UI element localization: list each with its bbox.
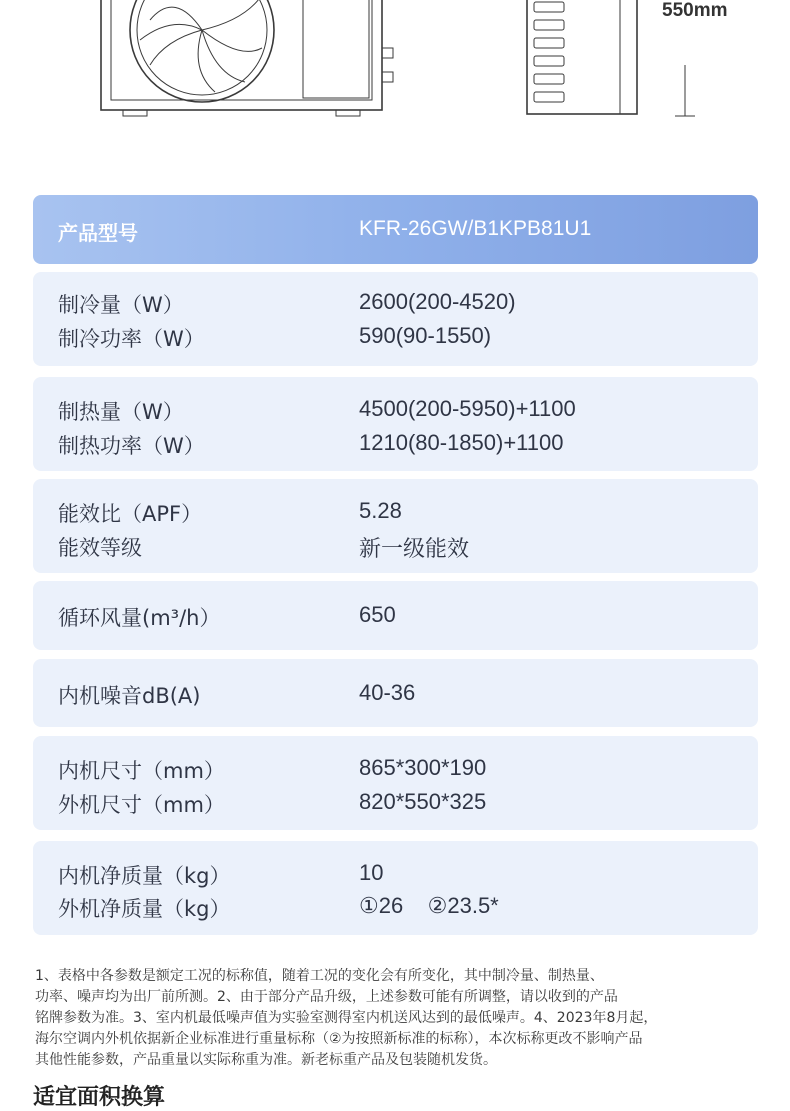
spec-label: 内机净质量（kg） bbox=[58, 864, 231, 888]
spec-value: 2600(200-4520) bbox=[359, 289, 516, 314]
spec-row-noise bbox=[33, 659, 758, 727]
spec-label: 制冷量（W） bbox=[58, 293, 184, 317]
spec-row-weight bbox=[33, 841, 758, 935]
spec-value: 820*550*325 bbox=[359, 789, 487, 814]
spec-label: 制冷功率（W） bbox=[58, 327, 205, 351]
spec-label: 内机尺寸（mm） bbox=[58, 759, 225, 783]
spec-label: 循环风量(m³/h） bbox=[58, 606, 221, 630]
spec-label: 制热功率（W） bbox=[58, 434, 205, 458]
spec-label: 制热量（W） bbox=[58, 400, 184, 424]
footnote-line: 海尔空调内外机依据新企业标准进行重量标称（②为按照新标准的标称），本次标称更改不影响产品 bbox=[35, 1031, 643, 1047]
spec-table-header bbox=[33, 195, 758, 264]
spec-label: 外机净质量（kg） bbox=[58, 897, 231, 921]
spec-value: 4500(200-5950)+1100 bbox=[359, 396, 576, 421]
header-label: 产品型号 bbox=[58, 221, 138, 245]
section-title: 适宜面积换算 bbox=[33, 1085, 166, 1110]
spec-label: 外机尺寸（mm） bbox=[58, 793, 225, 817]
spec-value: 10 bbox=[359, 860, 384, 885]
spec-row-airflow bbox=[33, 581, 758, 650]
spec-row-dimensions bbox=[33, 736, 758, 830]
spec-label: 能效比（APF） bbox=[58, 502, 203, 526]
spec-value: 40-36 bbox=[359, 680, 416, 705]
footnote-line: 铭牌参数为准。3、室内机最低噪声值为实验室测得室内机送风达到的最低噪声。4、2023年8月起， bbox=[35, 1010, 658, 1026]
footnote-line: 1、表格中各参数是额定工况的标称值，随着工况的变化会有所变化，其中制冷量、制热量、 bbox=[35, 968, 604, 984]
spec-value: 650 bbox=[359, 602, 396, 627]
spec-label: 内机噪音dB(A) bbox=[58, 684, 201, 708]
spec-value: ①26 ②23.5* bbox=[359, 893, 499, 918]
footnote-line: 其他性能参数，产品重量以实际称重为准。新老标重产品及包装随机发货。 bbox=[35, 1052, 497, 1068]
spec-label: 能效等级 bbox=[58, 536, 142, 560]
spec-value: 新一级能效 bbox=[359, 536, 470, 561]
spec-value: 1210(80-1850)+1100 bbox=[359, 430, 564, 455]
spec-row-cooling bbox=[33, 272, 758, 366]
spec-row-heating bbox=[33, 377, 758, 471]
footnotes bbox=[35, 966, 755, 1071]
spec-value: 865*300*190 bbox=[359, 755, 487, 780]
footnote-line: 功率、噪声均为出厂前所测。2、由于部分产品升级，上述参数可能有所调整，请以收到的产品 bbox=[35, 989, 618, 1005]
dimension-label: 550mm bbox=[662, 0, 728, 21]
model-number: KFR-26GW/B1KPB81U1 bbox=[359, 217, 592, 240]
spec-row-efficiency bbox=[33, 479, 758, 573]
spec-value: 590(90-1550) bbox=[359, 323, 492, 348]
spec-value: 5.28 bbox=[359, 498, 402, 523]
